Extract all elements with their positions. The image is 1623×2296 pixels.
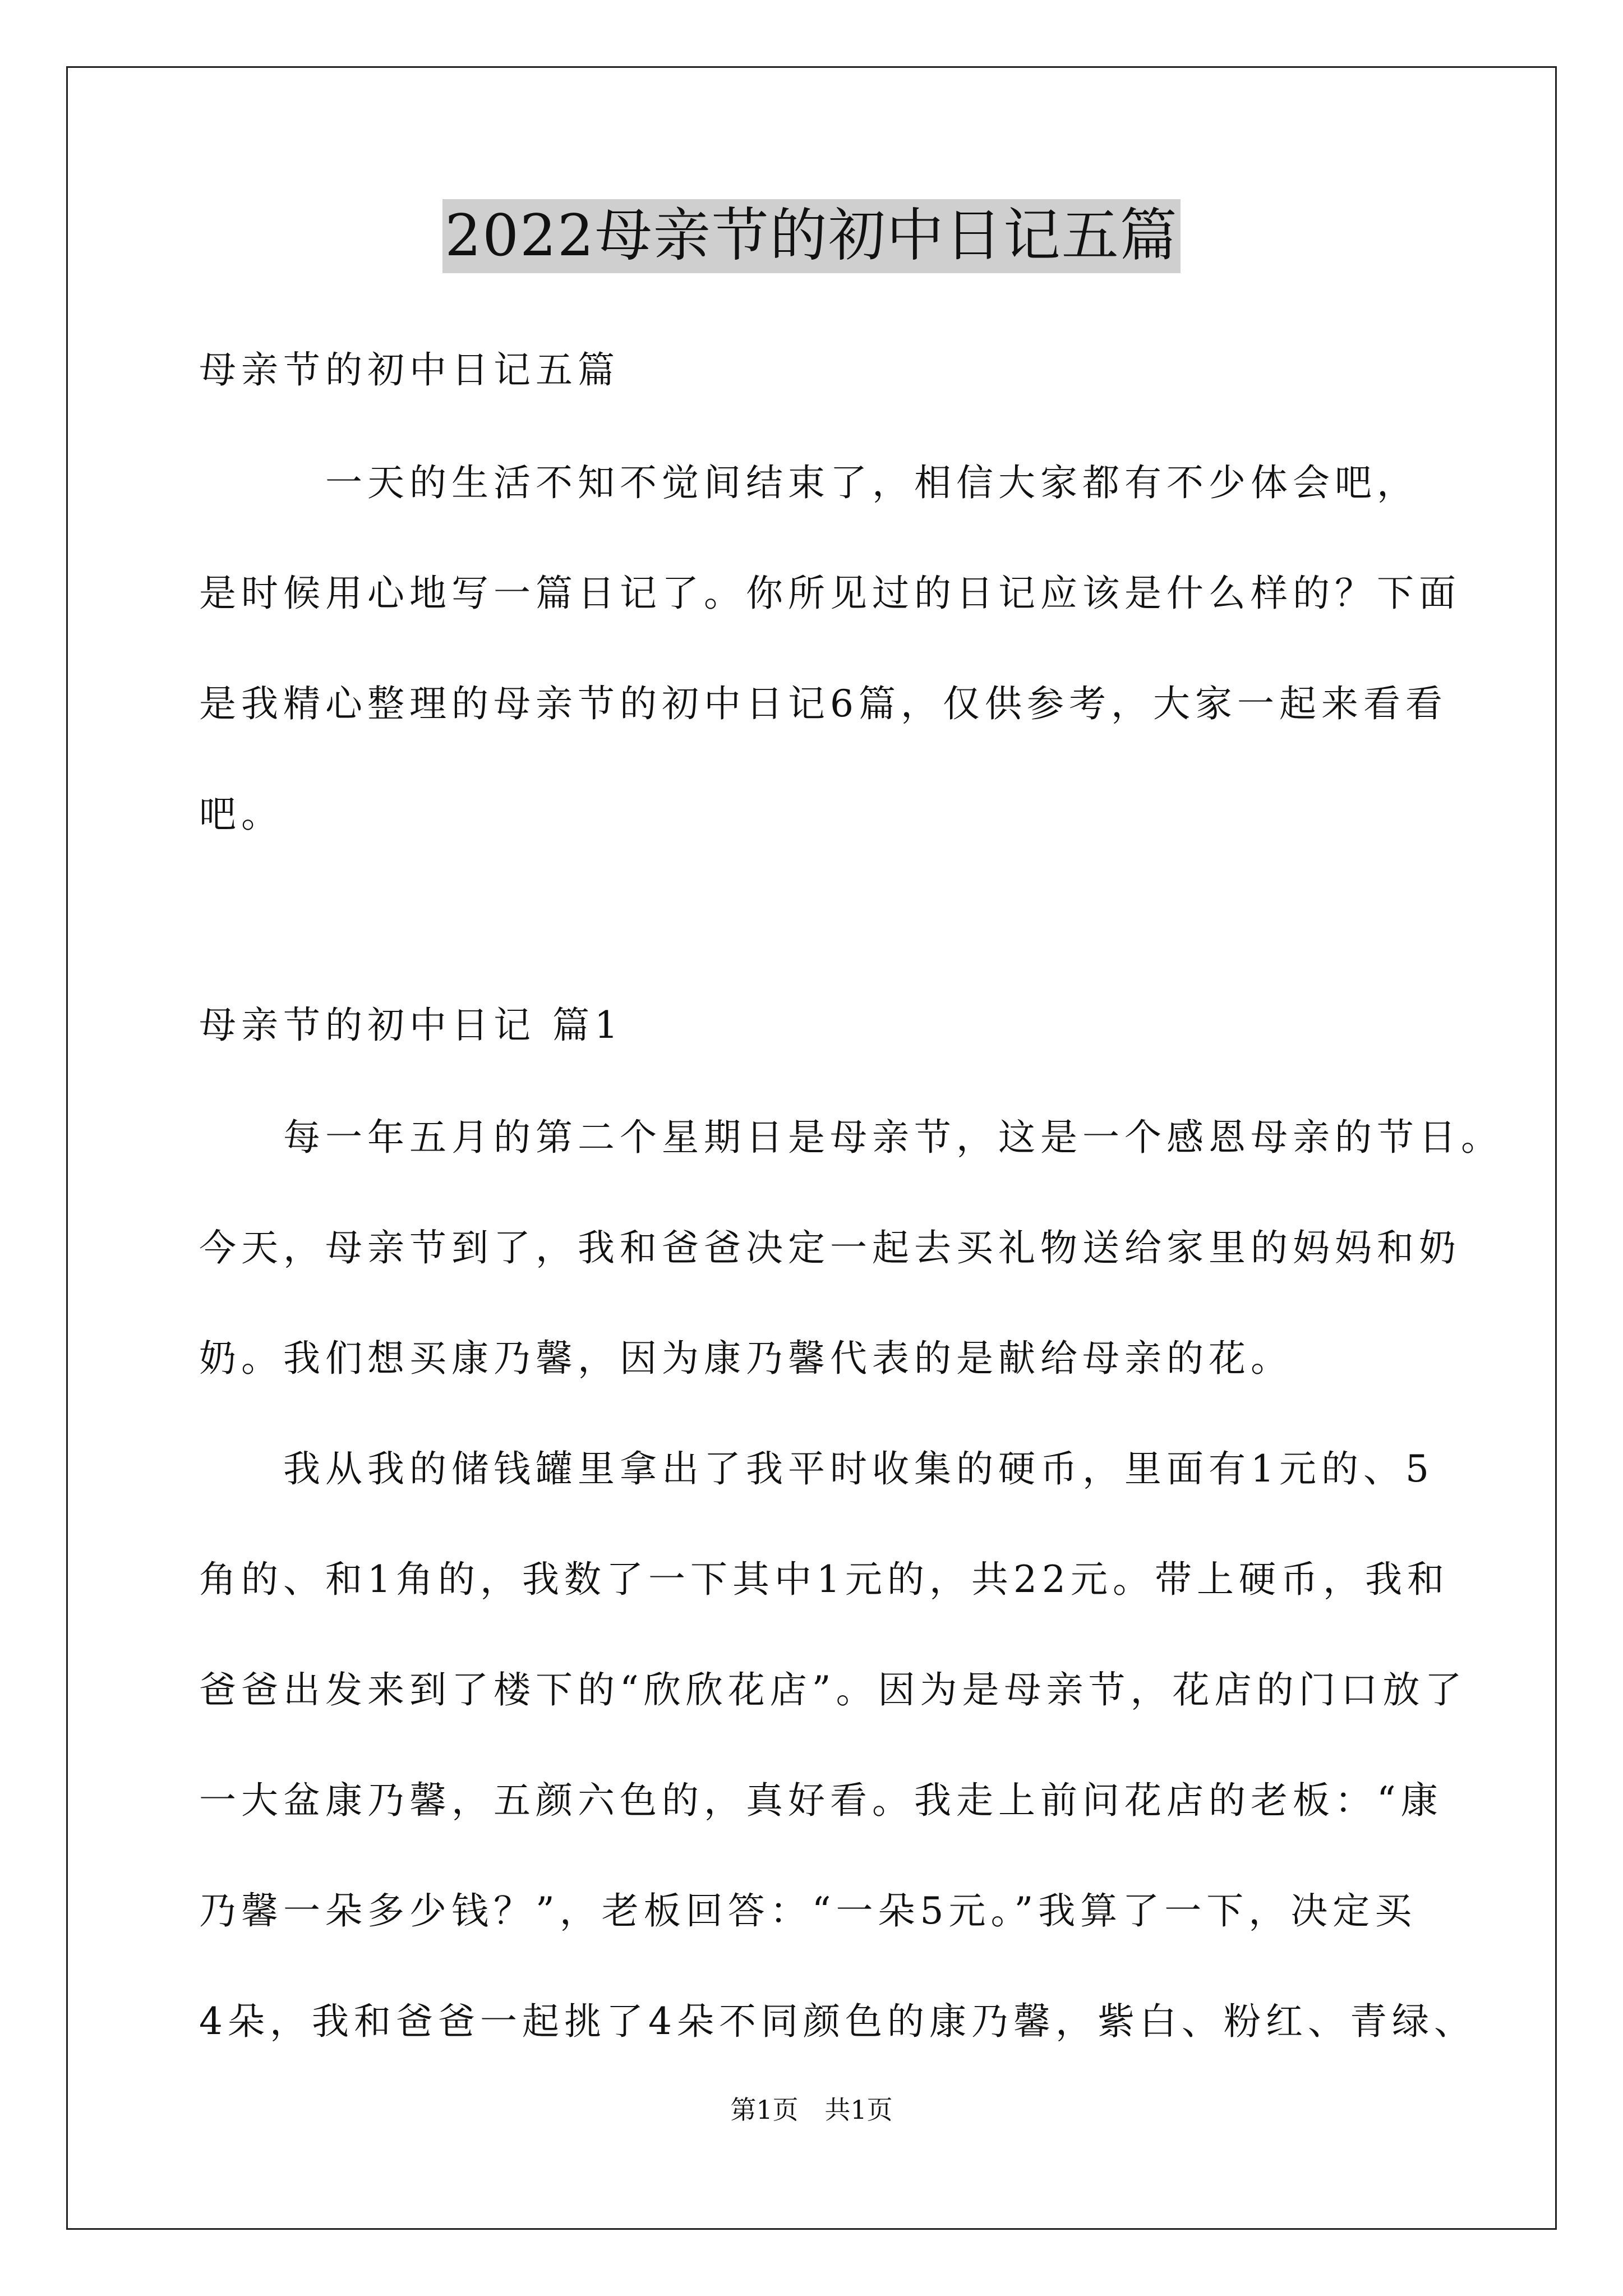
subtitle-line: 母亲节的初中日记五篇 <box>199 348 620 392</box>
page-number: 第1页 <box>730 2095 799 2125</box>
text-line: 4朵，我和爸爸一起挑了4朵不同颜色的康乃馨，紫白、粉红、青绿、 <box>199 2000 1476 2043</box>
text-line: 吧。 <box>199 793 283 836</box>
section-heading: 母亲节的初中日记 篇1 <box>199 1004 623 1047</box>
page-footer <box>0 2094 1623 2125</box>
text-line: 一天的生活不知不觉间结束了，相信大家都有不少体会吧， <box>199 461 1419 504</box>
text-line: 奶。我们想买康乃馨，因为康乃馨代表的是献给母亲的花。 <box>199 1337 1293 1380</box>
document-title-wrap <box>0 199 1623 273</box>
text-line: 爸爸出发来到了楼下的“欣欣花店”。因为是母亲节，花店的门口放了 <box>199 1668 1467 1711</box>
text-line: 我从我的储钱罐里拿出了我平时收集的硬币，里面有1元的、5 <box>199 1447 1434 1490</box>
text-line: 是时候用心地写一篇日记了。你所见过的日记应该是什么样的？下面 <box>199 572 1461 615</box>
document-title: 2022母亲节的初中日记五篇 <box>442 199 1181 273</box>
text-line: 是我精心整理的母亲节的初中日记6篇，仅供参考，大家一起来看看 <box>199 682 1447 725</box>
text-line: 乃馨一朵多少钱？”，老板回答：“一朵5元。”我算了一下，决定买 <box>199 1889 1417 1932</box>
page-total: 共1页 <box>824 2095 893 2125</box>
text-line: 角的、和1角的，我数了一下其中1元的，共22元。带上硬币，我和 <box>199 1558 1449 1601</box>
text-line: 今天，母亲节到了，我和爸爸决定一起去买礼物送给家里的妈妈和奶 <box>199 1226 1461 1269</box>
text-line: 一大盆康乃馨，五颜六色的，真好看。我走上前问花店的老板：“康 <box>199 1779 1443 1822</box>
text-line: 每一年五月的第二个星期日是母亲节，这是一个感恩母亲的节日。 <box>199 1116 1503 1159</box>
